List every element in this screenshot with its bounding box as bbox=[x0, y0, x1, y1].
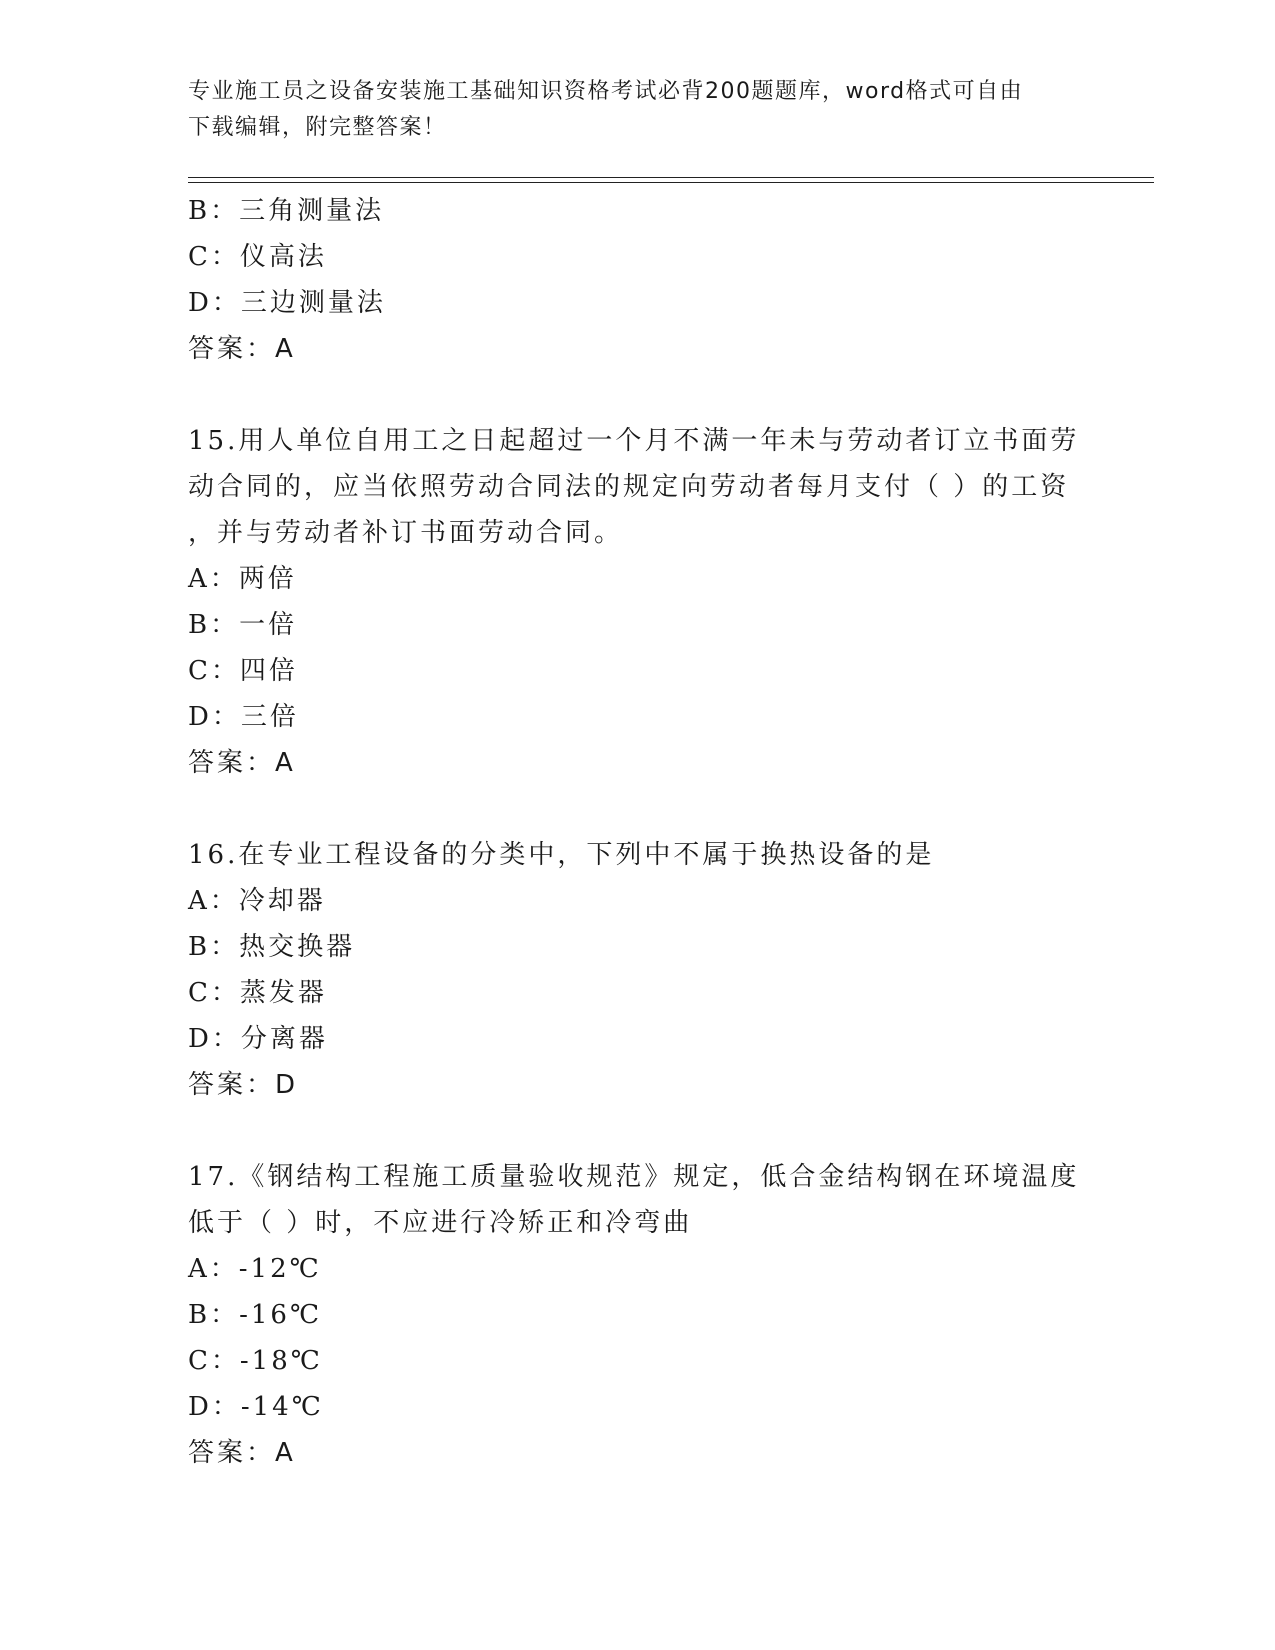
question-stem: ，并与劳动者补订书面劳动合同。 bbox=[188, 518, 624, 548]
spacer bbox=[188, 1108, 1088, 1154]
header-line-1: 专业施工员之设备安装施工基础知识资格考试必背200题题库，word格式可自由 bbox=[188, 79, 1024, 104]
question-list bbox=[188, 188, 1088, 1476]
option-c: C：蒸发器 bbox=[188, 978, 327, 1008]
option-d: D：三边测量法 bbox=[188, 288, 386, 318]
option-c: C：四倍 bbox=[188, 656, 298, 686]
option-b: B：三角测量法 bbox=[188, 196, 385, 226]
header-line-2: 下载编辑，附完整答案！ bbox=[188, 115, 447, 140]
answer: 答案：A bbox=[188, 748, 296, 778]
question-stem: 低于（ ）时，不应进行冷矫正和冷弯曲 bbox=[188, 1208, 693, 1238]
spacer bbox=[188, 372, 1088, 418]
question-stem: 15.用人单位自用工之日起超过一个月不满一年未与劳动者订立书面劳 bbox=[188, 426, 1080, 456]
option-c: C：仪高法 bbox=[188, 242, 327, 272]
answer: 答案：D bbox=[188, 1070, 299, 1100]
question-16 bbox=[188, 832, 1088, 1108]
option-a: A：两倍 bbox=[188, 564, 297, 594]
option-c: C：-18℃ bbox=[188, 1346, 323, 1376]
answer: 答案：A bbox=[188, 1438, 296, 1468]
header-divider-bottom bbox=[188, 182, 1154, 183]
question-stem: 17.《钢结构工程施工质量验收规范》规定，低合金结构钢在环境温度 bbox=[188, 1162, 1080, 1192]
option-b: B：-16℃ bbox=[188, 1300, 323, 1330]
option-b: B：一倍 bbox=[188, 610, 298, 640]
question-17 bbox=[188, 1154, 1088, 1476]
document-header bbox=[188, 74, 1088, 146]
header-divider-top bbox=[188, 177, 1154, 178]
option-a: A：冷却器 bbox=[188, 886, 326, 916]
option-d: D：-14℃ bbox=[188, 1392, 324, 1422]
option-a: A：-12℃ bbox=[188, 1254, 322, 1284]
question-stem: 动合同的，应当依照劳动合同法的规定向劳动者每月支付（ ）的工资 bbox=[188, 472, 1070, 502]
spacer bbox=[188, 786, 1088, 832]
answer: 答案：A bbox=[188, 334, 296, 364]
option-d: D：三倍 bbox=[188, 702, 299, 732]
option-b: B：热交换器 bbox=[188, 932, 356, 962]
option-d: D：分离器 bbox=[188, 1024, 328, 1054]
question-stem: 16.在专业工程设备的分类中，下列中不属于换热设备的是 bbox=[188, 840, 935, 870]
question-14 bbox=[188, 188, 1088, 372]
question-15 bbox=[188, 418, 1088, 786]
